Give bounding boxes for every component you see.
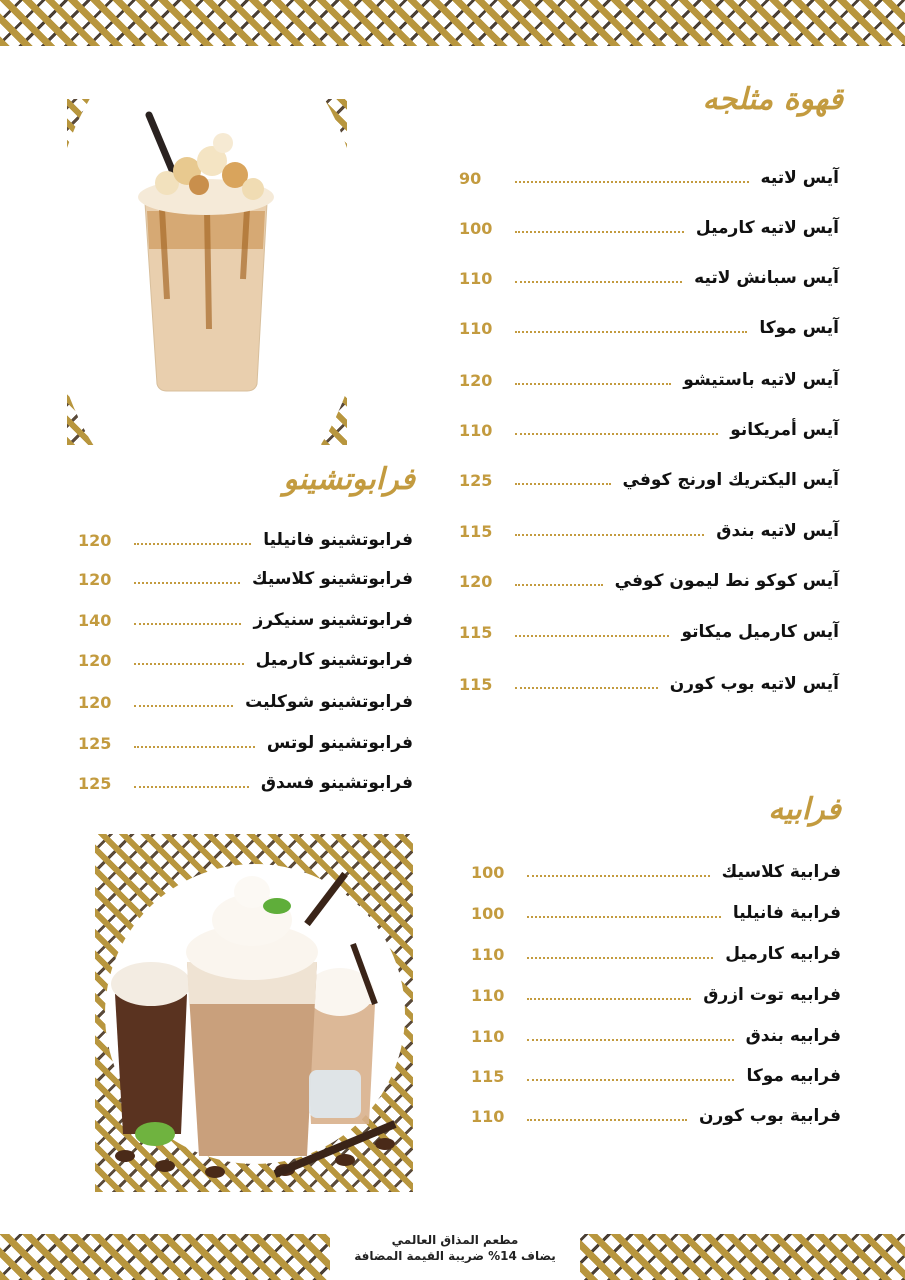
- menu-item: [471, 1024, 841, 1048]
- leader-dots: [527, 1039, 734, 1041]
- menu-item: [459, 468, 839, 492]
- leader-dots: [515, 534, 704, 536]
- leader-dots: [515, 281, 682, 283]
- item-price: 110: [471, 1026, 505, 1046]
- menu-item: [459, 672, 839, 696]
- menu-item: [78, 771, 413, 795]
- menu-item: [459, 569, 839, 593]
- leader-dots: [515, 483, 611, 485]
- menu-item: [459, 519, 839, 543]
- item-price: 120: [78, 569, 112, 589]
- item-name: آيس لاتيه كارميل: [695, 218, 839, 238]
- iced-latte-photo: [67, 99, 347, 445]
- item-price: 125: [78, 773, 112, 793]
- menu-item: [78, 648, 413, 672]
- item-name: فرابية بوب كورن: [699, 1106, 841, 1126]
- item-price: 110: [459, 420, 493, 440]
- menu-item: [459, 368, 839, 392]
- menu-item: [78, 528, 413, 552]
- item-price: 125: [459, 470, 493, 490]
- item-name: فرابوتشينو شوكليت: [245, 692, 413, 712]
- item-name: آيس اليكتريك اورنج كوفي: [622, 470, 839, 490]
- menu-item: [471, 1104, 841, 1128]
- item-price: 115: [471, 1066, 505, 1086]
- item-price: 110: [459, 318, 493, 338]
- item-name: آيس أمريكانو: [730, 420, 839, 440]
- menu-item: [471, 942, 841, 966]
- item-price: 110: [459, 268, 493, 288]
- item-price: 120: [78, 650, 112, 670]
- menu-item: [459, 316, 839, 340]
- menu-item: [459, 166, 839, 190]
- item-price: 120: [459, 370, 493, 390]
- leader-dots: [134, 543, 251, 545]
- item-name: آيس سبانش لاتيه: [694, 268, 839, 288]
- leader-dots: [527, 957, 713, 959]
- item-name: فرابية فانيليا: [732, 903, 841, 923]
- top-pattern-border: [0, 0, 905, 46]
- leader-dots: [527, 998, 691, 1000]
- frappe-drinks-illustration: [95, 834, 413, 1192]
- menu-item: [78, 608, 413, 632]
- item-name: فرابوتشينو فسدق: [260, 773, 413, 793]
- item-price: 110: [471, 944, 505, 964]
- menu-item: [459, 620, 839, 644]
- item-price: 110: [471, 1106, 505, 1126]
- item-name: فرابيه توت ازرق: [703, 985, 841, 1005]
- leader-dots: [527, 916, 721, 918]
- item-price: 100: [459, 218, 493, 238]
- leader-dots: [527, 1079, 734, 1081]
- item-name: فرابية كلاسيك: [721, 862, 841, 882]
- menu-item: [78, 690, 413, 714]
- item-name: آيس موكا: [759, 318, 839, 338]
- frappe-title: فرابيه: [768, 792, 841, 827]
- restaurant-name: مطعم المذاق العالمي: [391, 1233, 519, 1247]
- item-price: 90: [459, 168, 482, 188]
- item-name: آيس لاتيه بندق: [716, 521, 839, 541]
- footer: [330, 1228, 580, 1280]
- leader-dots: [134, 705, 233, 707]
- leader-dots: [134, 746, 255, 748]
- item-price: 100: [471, 903, 505, 923]
- leader-dots: [515, 181, 749, 183]
- leader-dots: [134, 582, 240, 584]
- menu-item: [459, 266, 839, 290]
- item-name: فرابوتشينو لوتس: [266, 733, 413, 753]
- leader-dots: [134, 663, 244, 665]
- leader-dots: [515, 231, 684, 233]
- item-name: آيس لاتيه: [760, 168, 839, 188]
- item-price: 140: [78, 610, 112, 630]
- item-name: آيس كوكو نط ليمون كوفي: [614, 571, 839, 591]
- menu-item: [471, 1064, 841, 1088]
- leader-dots: [515, 584, 603, 586]
- item-price: 120: [78, 692, 112, 712]
- tax-note: يضاف 14% ضريبة القيمة المضافة: [354, 1249, 556, 1263]
- item-price: 100: [471, 862, 505, 882]
- iced-drink-illustration: [67, 99, 347, 445]
- item-name: فرابوتشينو كارميل: [255, 650, 413, 670]
- menu-item: [471, 983, 841, 1007]
- leader-dots: [527, 1119, 687, 1121]
- leader-dots: [515, 687, 658, 689]
- item-name: فرابوتشينو سنيكرز: [253, 610, 413, 630]
- item-name: فرابوتشينو فانيليا: [263, 530, 413, 550]
- leader-dots: [515, 433, 718, 435]
- menu-item: [459, 418, 839, 442]
- item-name: فرابيه كارميل: [725, 944, 841, 964]
- leader-dots: [515, 331, 747, 333]
- item-name: فرابوتشينو كلاسيك: [252, 569, 413, 589]
- menu-item: [78, 567, 413, 591]
- item-price: 125: [78, 733, 112, 753]
- leader-dots: [515, 383, 671, 385]
- leader-dots: [134, 623, 241, 625]
- item-price: 115: [459, 622, 493, 642]
- item-name: آيس كارميل ميكاتو: [681, 622, 839, 642]
- menu-item: [459, 216, 839, 240]
- frappe-photo: [95, 834, 413, 1192]
- frappuccino-title: فرابوتشينو: [283, 462, 415, 497]
- item-price: 120: [78, 530, 112, 550]
- item-price: 115: [459, 521, 493, 541]
- leader-dots: [527, 875, 710, 877]
- menu-item: [471, 860, 841, 884]
- item-name: آيس لاتيه بوب كورن: [669, 674, 839, 694]
- iced-coffee-title: قهوة مثلجه: [702, 82, 843, 117]
- leader-dots: [515, 635, 669, 637]
- item-price: 115: [459, 674, 493, 694]
- menu-item: [78, 731, 413, 755]
- item-name: فرابيه موكا: [746, 1066, 841, 1086]
- leader-dots: [134, 786, 249, 788]
- menu-item: [471, 901, 841, 925]
- item-price: 120: [459, 571, 493, 591]
- item-price: 110: [471, 985, 505, 1005]
- item-name: آيس لاتيه باستيشو: [683, 370, 839, 390]
- item-name: فرابيه بندق: [745, 1026, 841, 1046]
